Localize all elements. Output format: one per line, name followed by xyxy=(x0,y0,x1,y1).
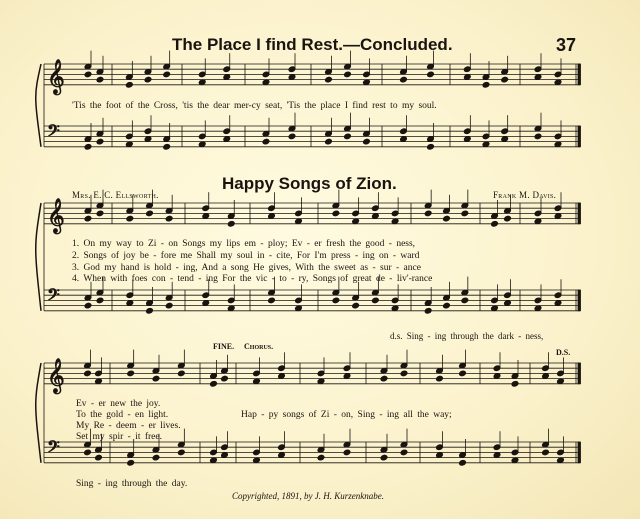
note-head xyxy=(427,144,435,151)
note-head xyxy=(165,302,173,309)
composer-credit: Frank M. Davis. xyxy=(493,190,557,200)
note-head xyxy=(288,133,296,140)
chorus-mark: Chorus. xyxy=(244,342,274,351)
note-head xyxy=(400,370,408,377)
note-head xyxy=(178,370,186,377)
bass-clef-icon: 𝄢 xyxy=(47,284,60,309)
note-head xyxy=(380,375,388,382)
system-brace xyxy=(36,363,41,463)
note-head xyxy=(325,138,333,145)
hymn-title: Happy Songs of Zion. xyxy=(222,174,397,193)
note-head xyxy=(146,210,154,217)
note-head xyxy=(459,370,467,377)
verse-end-2: To the gold - en light. xyxy=(76,410,169,420)
bass-lyric: Sing - ing through the day. xyxy=(76,479,188,489)
page-number: 37 xyxy=(556,35,577,55)
ds-mark: D.S. xyxy=(556,348,571,357)
final-barline xyxy=(578,203,581,224)
note-head xyxy=(363,138,371,145)
note-head xyxy=(343,449,351,456)
note-head xyxy=(325,76,333,83)
note-head xyxy=(152,454,160,461)
note-head xyxy=(126,215,134,222)
note-head xyxy=(227,221,235,228)
note-head xyxy=(443,302,451,309)
verse-end-4: Set my spir - it free. xyxy=(76,432,162,442)
ds-line: d.s. Sing - ing through the dark - ness, xyxy=(390,331,544,341)
lyricist-credit: Mrs. E. C. Ellsworth. xyxy=(72,190,159,200)
verse-4: 4. When with foes con - tend - ing For the vic - to - ry, Songs of great de - liv'-rance xyxy=(72,274,433,284)
note-head xyxy=(84,302,92,309)
note-head xyxy=(332,210,340,217)
note-head xyxy=(144,76,152,83)
note-head xyxy=(332,297,340,304)
note-head xyxy=(96,210,104,217)
note-head xyxy=(542,449,550,456)
final-barline xyxy=(578,126,581,147)
note-head xyxy=(84,370,92,377)
verse-1: 1. On my way to Zi - on Songs my lips em - ploy; Ev - er fresh the good - ness, xyxy=(72,239,416,249)
verse-end-3: My Re - deem - er lives. xyxy=(76,421,181,431)
final-barline xyxy=(578,363,581,384)
verse-3: 3. God my hand is hold - ing, And a song He gives, With the sweet as - sur - ance xyxy=(72,263,421,273)
note-head xyxy=(344,133,352,140)
note-head xyxy=(461,297,469,304)
final-barline xyxy=(578,290,581,311)
note-head xyxy=(152,375,160,382)
note-head xyxy=(178,449,186,456)
note-head xyxy=(127,460,135,467)
note-head xyxy=(96,138,104,145)
note-head xyxy=(424,308,432,315)
note-head xyxy=(427,71,435,78)
note-head xyxy=(163,144,171,151)
treble-clef-icon: 𝄞 xyxy=(47,198,65,234)
note-head xyxy=(210,381,218,388)
bass-clef-icon: 𝄢 xyxy=(47,436,60,461)
chorus-lyric: Hap - py songs of Zi - on, Sing - ing all the way; xyxy=(241,410,452,420)
note-head xyxy=(424,210,432,217)
note-head xyxy=(491,221,499,228)
note-head xyxy=(84,215,92,222)
note-head xyxy=(126,82,134,89)
note-head xyxy=(344,71,352,78)
final-barline xyxy=(578,64,581,85)
note-head xyxy=(95,454,103,461)
note-head xyxy=(504,215,512,222)
note-head xyxy=(163,71,171,78)
note-head xyxy=(436,375,444,382)
note-head xyxy=(221,375,229,382)
note-head xyxy=(96,76,104,83)
note-head xyxy=(127,370,135,377)
note-head xyxy=(84,144,92,151)
system-brace xyxy=(36,203,41,311)
note-head xyxy=(165,215,173,222)
note-head xyxy=(84,71,92,78)
note-head xyxy=(262,138,270,145)
hymn1-lyric-line: 'Tis the foot of the Cross, 'tis the dear mer-cy seat, 'Tis the place I find rest to my soul. xyxy=(72,101,437,111)
bass-clef-icon: 𝄢 xyxy=(47,120,60,145)
note-head xyxy=(501,76,509,83)
note-head xyxy=(482,82,490,89)
note-head xyxy=(380,454,388,461)
treble-clef-icon: 𝄞 xyxy=(47,358,65,394)
note-head xyxy=(461,210,469,217)
note-head xyxy=(534,133,542,140)
note-head xyxy=(443,215,451,222)
note-head xyxy=(352,302,360,309)
note-head xyxy=(96,297,104,304)
note-head xyxy=(372,297,380,304)
page-title: The Place I find Rest.—Concluded. xyxy=(172,35,453,54)
note-head xyxy=(400,76,408,83)
verse-end-1: Ev - er new the joy. xyxy=(76,399,161,409)
note-head xyxy=(511,381,519,388)
note-head xyxy=(268,297,276,304)
fine-mark: FINE. xyxy=(213,342,235,351)
note-head xyxy=(459,460,467,467)
note-head xyxy=(84,449,92,456)
copyright-notice: Copyrighted, 1891, by J. H. Kurzenknabe. xyxy=(232,491,384,501)
note-head xyxy=(146,308,154,315)
system-brace xyxy=(36,64,41,147)
note-head xyxy=(400,449,408,456)
note-head xyxy=(317,454,325,461)
treble-clef-icon: 𝄞 xyxy=(47,59,65,95)
verse-2: 2. Songs of joy be - fore me Shall my soul in - cite, For I'm press - ing on - ward xyxy=(72,251,420,261)
final-barline xyxy=(578,442,581,463)
